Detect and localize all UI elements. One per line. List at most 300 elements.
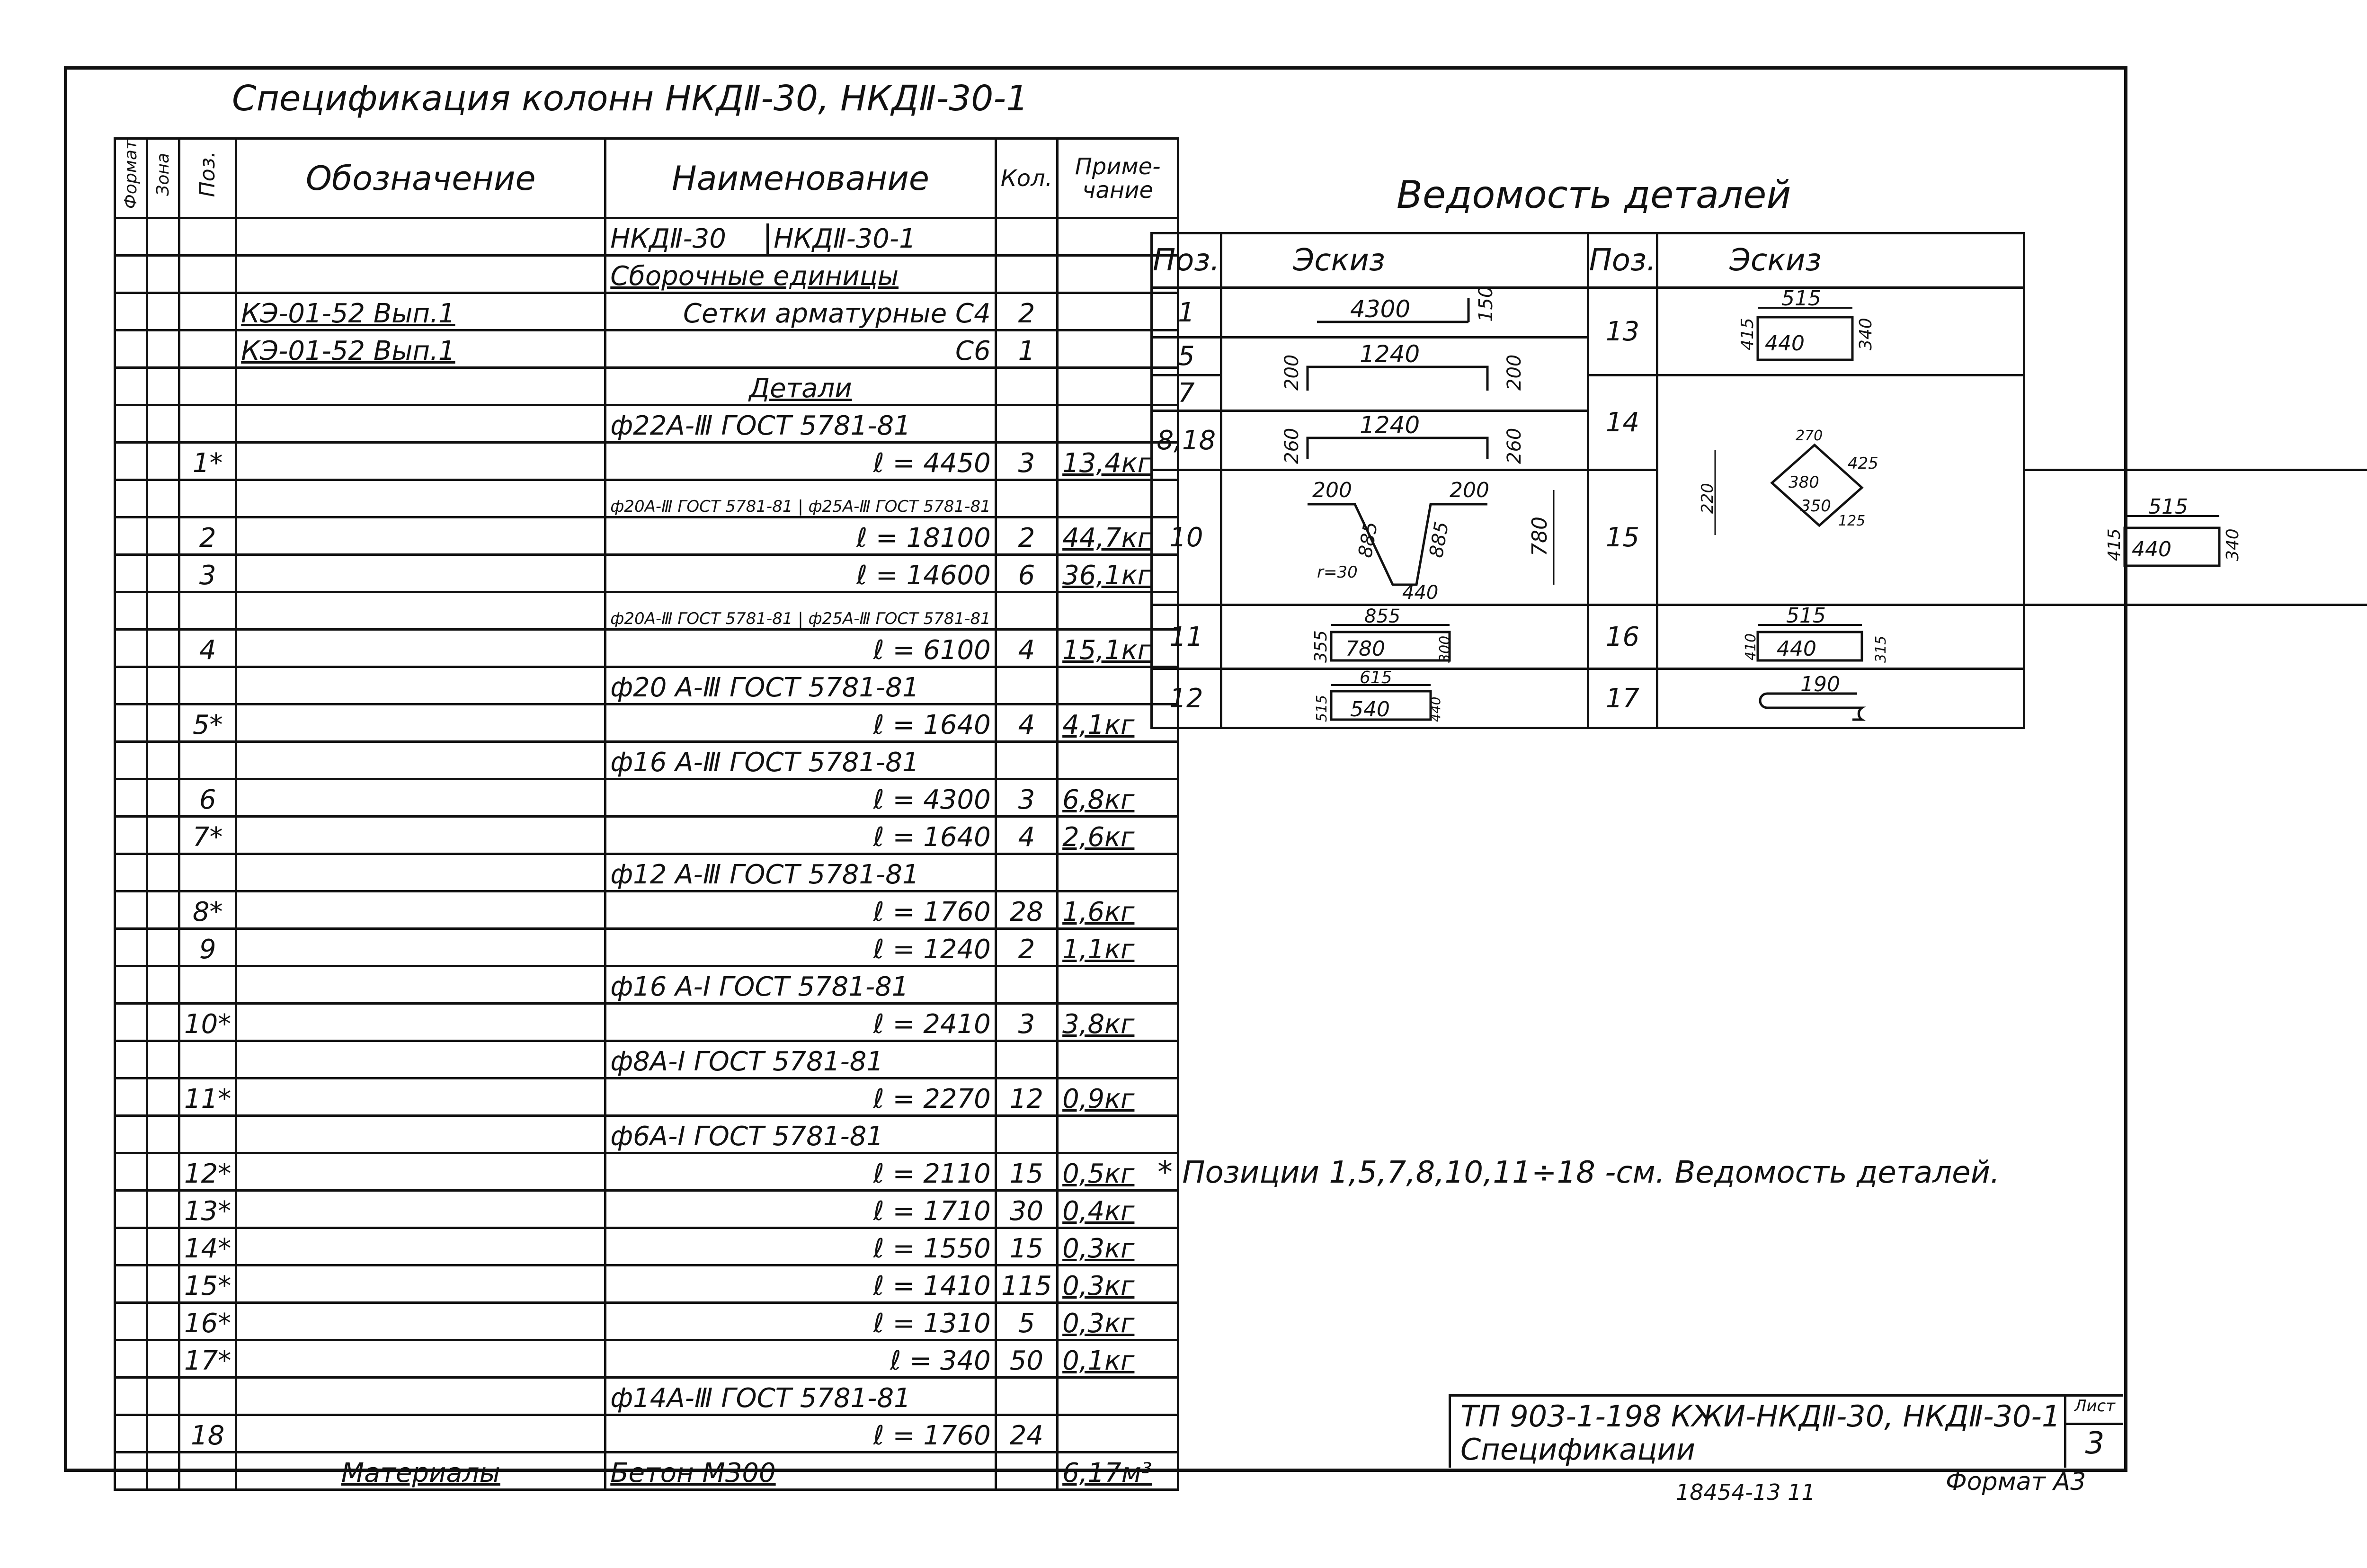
spec-cell-pos: 12* — [179, 1153, 236, 1191]
spec-title: Спецификация колонн НКДⅡ-30, НКДⅡ-30-1 — [232, 78, 1029, 119]
spec-cell-pos: 6 — [179, 779, 236, 817]
spec-cell-des — [236, 1303, 605, 1340]
spec-cell-empty — [147, 1452, 179, 1490]
dim-text: r=30 — [1317, 563, 1358, 582]
spec-cell-qty: 5 — [996, 1303, 1057, 1340]
spec-cell-empty — [115, 1378, 147, 1415]
spec-cell-des: КЭ-01-52 Вып.1 — [236, 293, 605, 330]
col-format: Формат — [115, 139, 147, 218]
detail-pos: 7 — [1152, 375, 1221, 411]
spec-row — [115, 330, 1178, 368]
spec-cell-empty — [147, 1228, 179, 1265]
spec-row — [115, 1265, 1178, 1303]
spec-cell-empty — [147, 742, 179, 779]
spec-cell-name: ℓ = 1710 — [605, 1191, 996, 1228]
spec-cell-pos: 9 — [179, 929, 236, 966]
spec-cell-empty — [115, 1078, 147, 1116]
spec-cell-empty — [147, 667, 179, 704]
spec-cell-empty — [115, 1340, 147, 1378]
spec-row — [115, 1153, 1178, 1191]
spec-row — [115, 667, 1178, 704]
dim-text: 350 — [1800, 497, 1832, 516]
spec-cell-note — [1058, 966, 1178, 1004]
detail-pos: 5 — [1152, 338, 1221, 375]
spec-cell-pos: 4 — [179, 630, 236, 667]
spec-cell-empty — [147, 443, 179, 480]
spec-cell-note — [1058, 1116, 1178, 1153]
dim-text: 1240 — [1359, 340, 1420, 368]
spec-cell-empty — [115, 1415, 147, 1452]
spec-cell-pos: 2 — [179, 517, 236, 555]
variant-a: НКДⅡ-30 — [606, 223, 769, 254]
detail-pos: 17 — [1588, 669, 1657, 728]
dim-text: 200 — [1503, 354, 1525, 391]
spec-cell-empty — [115, 966, 147, 1004]
document-name: Спецификации — [1460, 1432, 1695, 1467]
spec-cell-empty — [147, 1116, 179, 1153]
spec-cell-qty: 2 — [996, 929, 1057, 966]
spec-cell-qty — [996, 1378, 1057, 1415]
spec-cell-pos — [179, 480, 236, 517]
col-qty: Кол. — [996, 139, 1057, 218]
spec-cell-empty — [147, 1041, 179, 1078]
spec-cell-pos: 16* — [179, 1303, 236, 1340]
spec-cell-empty — [147, 966, 179, 1004]
details-table — [1150, 232, 2367, 729]
detail-pos: 11 — [1152, 605, 1221, 669]
spec-cell-name: ф6А-Ⅰ ГОСТ 5781-81 — [605, 1116, 996, 1153]
spec-cell-empty — [147, 1340, 179, 1378]
details-pos-header: Поз. — [1152, 233, 1221, 288]
spec-cell-name: ℓ = 14600 — [605, 555, 996, 592]
spec-cell-qty: 6 — [996, 555, 1057, 592]
spec-cell-pos — [179, 966, 236, 1004]
spec-cell-empty — [115, 1041, 147, 1078]
spec-cell-pos — [179, 854, 236, 891]
spec-row — [115, 779, 1178, 817]
spec-row — [115, 1078, 1178, 1116]
spec-cell-qty: 4 — [996, 817, 1057, 854]
spec-cell-empty — [147, 1004, 179, 1041]
details-sketch-header: Эскиз — [1221, 233, 1588, 288]
spec-cell-name: ф20А-Ⅲ ГОСТ 5781-81 | ф25А-Ⅲ ГОСТ 5781-81 — [605, 592, 996, 630]
spec-cell-pos: 1* — [179, 443, 236, 480]
spec-header-row — [115, 139, 1178, 218]
spec-cell-pos — [179, 1116, 236, 1153]
spec-cell-empty — [147, 779, 179, 817]
spec-subheader-row — [115, 218, 1178, 256]
spec-cell-pos — [179, 405, 236, 443]
spec-cell-empty — [115, 256, 147, 293]
spec-cell-qty: 4 — [996, 704, 1057, 742]
spec-cell-pos — [179, 1041, 236, 1078]
dim-text: 355 — [1311, 630, 1331, 663]
spec-row — [115, 966, 1178, 1004]
dim-text: 315 — [1873, 635, 1890, 663]
spec-cell-empty — [115, 1228, 147, 1265]
spec-cell-empty — [115, 779, 147, 817]
spec-cell-des — [236, 854, 605, 891]
spec-row — [115, 443, 1178, 480]
spec-cell-empty — [115, 630, 147, 667]
detail-pos: 12 — [1152, 669, 1221, 728]
dim-text: 415 — [1738, 318, 1758, 350]
spec-row — [115, 891, 1178, 929]
spec-cell-qty: 1 — [996, 330, 1057, 368]
spec-cell-note: 44,7кг — [1058, 517, 1178, 555]
spec-cell-empty — [147, 1303, 179, 1340]
spec-cell-note: 0,4кг — [1058, 1191, 1178, 1228]
spec-cell-name: ℓ = 2410 — [605, 1004, 996, 1041]
dim-text: 150 — [1475, 285, 1497, 322]
spec-cell-name: ф8А-Ⅰ ГОСТ 5781-81 — [605, 1041, 996, 1078]
spec-cell-qty — [996, 480, 1057, 517]
spec-cell-name: ℓ = 1410 — [605, 1265, 996, 1303]
spec-cell-empty — [147, 817, 179, 854]
dim-text: 515 — [1313, 695, 1330, 722]
col-note: Приме-чание — [1058, 139, 1178, 218]
spec-cell-note: 0,1кг — [1058, 1340, 1178, 1378]
spec-cell-note: 0,3кг — [1058, 1303, 1178, 1340]
spec-cell-des: КЭ-01-52 Вып.1 — [236, 330, 605, 368]
col-pos: Поз. — [179, 139, 236, 218]
spec-cell-note — [1058, 854, 1178, 891]
spec-cell-empty — [147, 256, 179, 293]
spec-cell-empty — [115, 929, 147, 966]
spec-cell-name: ф20 А-Ⅲ ГОСТ 5781-81 — [605, 667, 996, 704]
spec-cell-empty — [147, 630, 179, 667]
spec-cell-pos — [179, 1452, 236, 1490]
spec-cell-name: ф16 А-Ⅰ ГОСТ 5781-81 — [605, 966, 996, 1004]
dim-text: 270 — [1796, 428, 1823, 444]
spec-cell-qty — [996, 1452, 1057, 1490]
spec-cell-pos: 8* — [179, 891, 236, 929]
detail-sketch-15 — [2024, 470, 2367, 605]
spec-row — [115, 1004, 1178, 1041]
spec-cell-name: ф16 А-Ⅲ ГОСТ 5781-81 — [605, 742, 996, 779]
document-code: ТП 903-1-198 КЖИ-НКДⅡ-30, НКДⅡ-30-1 — [1460, 1399, 2061, 1434]
spec-cell-des — [236, 1340, 605, 1378]
spec-cell-des — [236, 1153, 605, 1191]
format-label: Формат А3 — [1946, 1468, 2086, 1496]
dim-text: 440 — [1777, 637, 1817, 661]
spec-cell-empty — [115, 667, 147, 704]
spec-cell-note: 13,4кг — [1058, 443, 1178, 480]
spec-cell-des — [236, 405, 605, 443]
dim-text: 780 — [1345, 637, 1385, 661]
dim-text: 885 — [1354, 520, 1382, 560]
spec-cell-qty: 4 — [996, 630, 1057, 667]
dim-text: 615 — [1359, 668, 1392, 687]
spec-cell-name: ℓ = 340 — [605, 1340, 996, 1378]
spec-cell-qty — [996, 368, 1057, 405]
spec-cell-pos — [179, 742, 236, 779]
spec-cell-qty: 3 — [996, 1004, 1057, 1041]
spec-cell-empty — [147, 405, 179, 443]
spec-cell-name: ℓ = 1640 — [605, 704, 996, 742]
spec-cell-des: Материалы — [236, 1452, 605, 1490]
spec-cell-name: Сборочные единицы — [605, 256, 996, 293]
spec-cell-des — [236, 368, 605, 405]
sheet-cell — [2064, 1397, 2123, 1468]
spec-cell-qty — [996, 256, 1057, 293]
detail-pos: 16 — [1588, 605, 1657, 669]
detail-sketch-1 — [1221, 285, 1588, 338]
spec-cell-qty — [996, 1116, 1057, 1153]
spec-cell-pos: 18 — [179, 1415, 236, 1452]
spec-cell-name: ф12 А-Ⅲ ГОСТ 5781-81 — [605, 854, 996, 891]
dim-text: 440 — [2132, 537, 2172, 561]
spec-cell-name: ℓ = 1640 — [605, 817, 996, 854]
spec-cell-pos — [179, 368, 236, 405]
spec-cell-empty — [115, 555, 147, 592]
spec-cell-note: 6,8кг — [1058, 779, 1178, 817]
positions-note: * Позиции 1,5,7,8,10,11÷18 -см. Ведомость деталей. — [1157, 1155, 2000, 1190]
spec-row — [115, 1303, 1178, 1340]
spec-cell-des — [236, 966, 605, 1004]
spec-cell-des — [236, 256, 605, 293]
spec-cell-empty — [115, 293, 147, 330]
spec-cell-des — [236, 817, 605, 854]
spec-cell-note: 1,1кг — [1058, 929, 1178, 966]
spec-cell-qty: 3 — [996, 443, 1057, 480]
spec-cell-des — [236, 1041, 605, 1078]
spec-cell-name: С6 — [605, 330, 996, 368]
spec-cell-qty: 115 — [996, 1265, 1057, 1303]
spec-cell-qty: 12 — [996, 1078, 1057, 1116]
dim-text: 125 — [1838, 513, 1866, 529]
spec-row — [115, 1452, 1178, 1490]
spec-row — [115, 704, 1178, 742]
detail-sketch-11 — [1221, 605, 1588, 669]
spec-cell-name: ф20А-Ⅲ ГОСТ 5781-81 | ф25А-Ⅲ ГОСТ 5781-81 — [605, 480, 996, 517]
dim-text: 300 — [1436, 635, 1453, 663]
spec-cell-pos: 13* — [179, 1191, 236, 1228]
spec-table — [114, 137, 1179, 1491]
spec-cell-des — [236, 592, 605, 630]
spec-cell-empty — [115, 368, 147, 405]
dim-text: 340 — [1856, 318, 1876, 350]
spec-cell-note: 15,1кг — [1058, 630, 1178, 667]
spec-cell-name: Сетки арматурные С4 — [605, 293, 996, 330]
dim-text: 200 — [1281, 354, 1303, 391]
spec-row — [115, 1041, 1178, 1078]
detail-sketch-12 — [1221, 669, 1588, 728]
spec-cell-note: 0,3кг — [1058, 1228, 1178, 1265]
spec-cell-note: 2,6кг — [1058, 817, 1178, 854]
detail-sketch-5-7 — [1221, 338, 1588, 411]
dim-text: 515 — [2148, 495, 2189, 519]
spec-row — [115, 517, 1178, 555]
spec-cell-qty: 2 — [996, 293, 1057, 330]
spec-cell-empty — [115, 854, 147, 891]
detail-sketch-10 — [1221, 470, 1588, 605]
spec-cell-name: ℓ = 18100 — [605, 517, 996, 555]
spec-cell-des — [236, 555, 605, 592]
spec-cell-empty — [115, 517, 147, 555]
spec-cell-empty — [115, 1265, 147, 1303]
details-title: Ведомость деталей — [1397, 173, 1791, 217]
dim-text: 260 — [1281, 428, 1303, 464]
spec-cell-empty — [147, 293, 179, 330]
col-zone: Зона — [147, 139, 179, 218]
detail-sketch-8 — [1221, 411, 1588, 470]
spec-cell-des — [236, 891, 605, 929]
dim-text: 515 — [1786, 604, 1826, 628]
spec-cell-name: ℓ = 6100 — [605, 630, 996, 667]
spec-cell-name: ℓ = 2110 — [605, 1153, 996, 1191]
dim-text: 380 — [1789, 473, 1820, 492]
detail-pos: 13 — [1588, 288, 1657, 375]
spec-row — [115, 1415, 1178, 1452]
dim-text: 515 — [1781, 286, 1822, 311]
sheet-label: Лист — [2066, 1397, 2123, 1425]
spec-cell-empty — [147, 517, 179, 555]
spec-cell-name: ℓ = 1240 — [605, 929, 996, 966]
spec-cell-pos: 10* — [179, 1004, 236, 1041]
dim-text: 425 — [1848, 454, 1879, 473]
spec-cell-name: ℓ = 4300 — [605, 779, 996, 817]
spec-cell-pos — [179, 330, 236, 368]
spec-row — [115, 256, 1178, 293]
spec-cell-empty — [147, 1191, 179, 1228]
spec-cell-empty — [115, 480, 147, 517]
dim-text: 340 — [2223, 528, 2243, 561]
spec-cell-empty — [115, 405, 147, 443]
detail-sketch-13 — [1657, 288, 2024, 375]
spec-cell-empty — [115, 817, 147, 854]
spec-row — [115, 1378, 1178, 1415]
spec-row — [115, 555, 1178, 592]
dim-text: 260 — [1503, 428, 1525, 464]
spec-cell-des — [236, 443, 605, 480]
detail-pos: 1 — [1152, 288, 1221, 338]
spec-row — [115, 293, 1178, 330]
spec-cell-name: ℓ = 2270 — [605, 1078, 996, 1116]
spec-cell-qty — [996, 667, 1057, 704]
spec-cell-empty — [115, 1004, 147, 1041]
dim-text: 200 — [1312, 478, 1352, 502]
spec-row — [115, 929, 1178, 966]
spec-cell-note: 1,6кг — [1058, 891, 1178, 929]
spec-cell-qty: 2 — [996, 517, 1057, 555]
spec-row — [115, 1228, 1178, 1265]
spec-cell-name: Бетон М300 — [605, 1452, 996, 1490]
spec-cell-empty — [147, 1153, 179, 1191]
spec-cell-empty — [147, 1265, 179, 1303]
spec-cell-empty — [147, 555, 179, 592]
spec-cell-name: ℓ = 4450 — [605, 443, 996, 480]
dim-text: 415 — [2105, 528, 2125, 561]
spec-cell-empty — [115, 891, 147, 929]
spec-cell-empty — [115, 330, 147, 368]
spec-cell-note: 0,9кг — [1058, 1078, 1178, 1116]
spec-cell-des — [236, 929, 605, 966]
dim-text: 190 — [1800, 672, 1841, 696]
spec-cell-empty — [147, 1078, 179, 1116]
spec-cell-empty — [115, 1452, 147, 1490]
spec-cell-des — [236, 630, 605, 667]
spec-cell-pos: 14* — [179, 1228, 236, 1265]
spec-cell-empty — [115, 443, 147, 480]
spec-cell-note: 6,17м³ — [1058, 1452, 1178, 1490]
spec-cell-pos — [179, 667, 236, 704]
spec-cell-pos — [179, 293, 236, 330]
spec-cell-empty — [115, 1303, 147, 1340]
spec-cell-qty — [996, 405, 1057, 443]
spec-cell-pos: 11* — [179, 1078, 236, 1116]
dim-text: 410 — [1743, 633, 1760, 660]
details-pos-header-2: Поз. — [1588, 233, 1657, 288]
spec-cell-des — [236, 779, 605, 817]
spec-cell-name: ф14А-Ⅲ ГОСТ 5781-81 — [605, 1378, 996, 1415]
dim-text: 855 — [1364, 606, 1401, 627]
spec-cell-pos: 5* — [179, 704, 236, 742]
spec-row — [115, 368, 1178, 405]
spec-cell-name: ℓ = 1760 — [605, 1415, 996, 1452]
spec-cell-pos: 17* — [179, 1340, 236, 1378]
dim-text: 440 — [1427, 696, 1443, 722]
spec-row — [115, 630, 1178, 667]
spec-cell-qty: 28 — [996, 891, 1057, 929]
spec-cell-empty — [147, 1415, 179, 1452]
spec-cell-qty — [996, 742, 1057, 779]
dim-text: 4300 — [1350, 295, 1410, 323]
spec-row — [115, 1116, 1178, 1153]
detail-pos: 15 — [1588, 470, 1657, 605]
dim-text: 885 — [1425, 520, 1453, 560]
spec-cell-des — [236, 1004, 605, 1041]
spec-cell-empty — [115, 1153, 147, 1191]
spec-cell-empty — [115, 592, 147, 630]
spec-cell-empty — [147, 480, 179, 517]
details-header-row — [1152, 233, 2367, 288]
detail-sketch-16 — [1657, 605, 2024, 669]
spec-cell-pos — [179, 256, 236, 293]
spec-cell-empty — [147, 891, 179, 929]
detail-pos: 14 — [1588, 375, 1657, 470]
spec-cell-empty — [147, 592, 179, 630]
spec-cell-note: 3,8кг — [1058, 1004, 1178, 1041]
spec-cell-empty — [147, 854, 179, 891]
sheet-number: 3 — [2085, 1426, 2105, 1461]
spec-cell-pos: 7* — [179, 817, 236, 854]
spec-cell-qty — [996, 854, 1057, 891]
spec-row — [115, 592, 1178, 630]
spec-cell-qty — [996, 1041, 1057, 1078]
detail-pos: 10 — [1152, 470, 1221, 605]
spec-cell-qty: 30 — [996, 1191, 1057, 1228]
spec-cell-note — [1058, 1378, 1178, 1415]
spec-cell-qty: 3 — [996, 779, 1057, 817]
spec-cell-des — [236, 480, 605, 517]
detail-pos: 8,18 — [1152, 411, 1221, 470]
variant-b: НКДⅡ-30-1 — [774, 223, 916, 255]
title-block — [1449, 1394, 2123, 1468]
dim-text: 540 — [1350, 697, 1390, 722]
spec-row — [115, 854, 1178, 891]
spec-cell-pos — [179, 1378, 236, 1415]
spec-row — [115, 1191, 1178, 1228]
spec-cell-note — [1058, 742, 1178, 779]
spec-cell-qty: 24 — [996, 1415, 1057, 1452]
spec-cell-note — [1058, 1415, 1178, 1452]
spec-cell-empty — [147, 1378, 179, 1415]
spec-row — [115, 742, 1178, 779]
archive-number: 18454-13 11 — [1676, 1479, 1815, 1505]
spec-cell-empty — [147, 704, 179, 742]
spec-cell-name: Детали — [605, 368, 996, 405]
